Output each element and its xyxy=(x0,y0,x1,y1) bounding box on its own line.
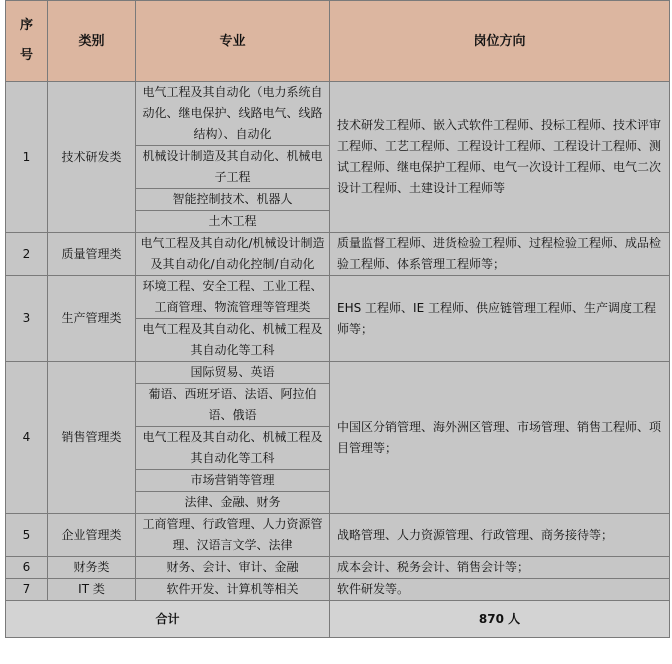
total-label: 合计 xyxy=(6,601,330,638)
row-category: 财务类 xyxy=(48,557,136,579)
row-number: 7 xyxy=(6,579,48,601)
row-category: 质量管理类 xyxy=(48,233,136,276)
major-cell: 电气工程及其自动化（电力系统自动化、继电保护、线路电气、线路结构）、自动化 xyxy=(136,82,330,146)
row-number: 6 xyxy=(6,557,48,579)
row-number: 4 xyxy=(6,362,48,514)
header-major: 专业 xyxy=(136,1,330,82)
row-number: 5 xyxy=(6,514,48,557)
row-category: 企业管理类 xyxy=(48,514,136,557)
major-cell: 电气工程及其自动化、机械工程及其自动化等工科 xyxy=(136,427,330,470)
table-row xyxy=(6,82,670,146)
table-row xyxy=(6,362,670,384)
header-category: 类别 xyxy=(48,1,136,82)
major-cell: 葡语、西班牙语、法语、阿拉伯语、俄语 xyxy=(136,384,330,427)
row-category: 技术研发类 xyxy=(48,82,136,233)
header-direction: 岗位方向 xyxy=(330,1,670,82)
table-row xyxy=(6,579,670,601)
major-cell: 国际贸易、英语 xyxy=(136,362,330,384)
direction-cell: 软件研发等。 xyxy=(330,579,670,601)
major-cell: 环境工程、安全工程、工业工程、工商管理、物流管理等管理类 xyxy=(136,276,330,319)
major-cell: 工商管理、行政管理、人力资源管理、汉语言文学、法律 xyxy=(136,514,330,557)
major-cell: 软件开发、计算机等相关 xyxy=(136,579,330,601)
major-cell: 电气工程及其自动化/机械设计制造及其自动化/自动化控制/自动化 xyxy=(136,233,330,276)
major-cell: 智能控制技术、机器人 xyxy=(136,189,330,211)
major-cell: 市场营销等管理 xyxy=(136,470,330,492)
table-row xyxy=(6,557,670,579)
major-cell: 电气工程及其自动化、机械工程及其自动化等工科 xyxy=(136,319,330,362)
row-number: 1 xyxy=(6,82,48,233)
direction-cell: 质量监督工程师、进货检验工程师、过程检验工程师、成品检验工程师、体系管理工程师等； xyxy=(330,233,670,276)
table-row xyxy=(6,233,670,276)
major-cell: 机械设计制造及其自动化、机械电子工程 xyxy=(136,146,330,189)
total-value: 870 人 xyxy=(330,601,670,638)
table-header-row xyxy=(6,1,670,82)
row-category: 生产管理类 xyxy=(48,276,136,362)
major-cell: 土木工程 xyxy=(136,211,330,233)
header-seq xyxy=(6,1,48,82)
table-row xyxy=(6,276,670,319)
table-row xyxy=(6,514,670,557)
recruitment-table xyxy=(5,0,670,638)
row-category: 销售管理类 xyxy=(48,362,136,514)
major-cell: 财务、会计、审计、金融 xyxy=(136,557,330,579)
total-row xyxy=(6,601,670,638)
row-number: 2 xyxy=(6,233,48,276)
direction-cell: 成本会计、税务会计、销售会计等； xyxy=(330,557,670,579)
direction-cell: EHS 工程师、IE 工程师、供应链管理工程师、生产调度工程师等； xyxy=(330,276,670,362)
row-number: 3 xyxy=(6,276,48,362)
direction-cell: 中国区分销管理、海外洲区管理、市场管理、销售工程师、项目管理等； xyxy=(330,362,670,514)
direction-cell: 战略管理、人力资源管理、行政管理、商务接待等； xyxy=(330,514,670,557)
direction-cell: 技术研发工程师、嵌入式软件工程师、投标工程师、技术评审工程师、工艺工程师、工程设计工程师、工程设计工程师、测试工程师、继电保护工程师、电气一次设计工程师、电气二次设计工程师、土建设计工程师等 xyxy=(330,82,670,233)
major-cell: 法律、金融、财务 xyxy=(136,492,330,514)
header-seq-label: 序 号 xyxy=(19,18,33,63)
row-category: IT 类 xyxy=(48,579,136,601)
